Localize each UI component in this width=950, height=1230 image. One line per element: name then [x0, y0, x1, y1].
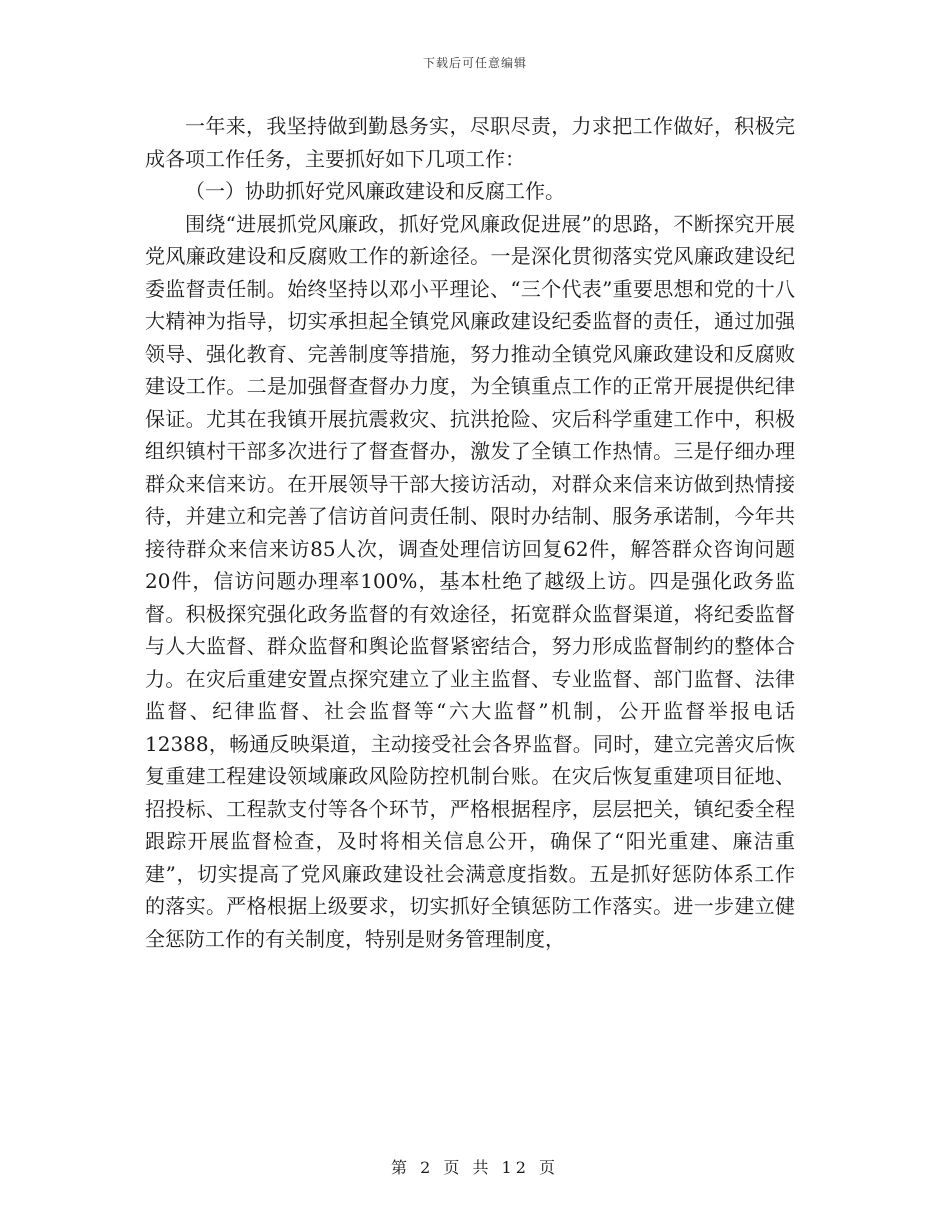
page-header: 下载后可任意编辑	[422, 56, 527, 70]
body-paragraph: 围绕“进展抓党风廉政，抓好党风廉政促进展”的思路，不断探究开展党风廉政建设和反腐败工作的新途径。一是深化贯彻落实党风廉政建设纪委监督责任制。始终坚持以邓小平理论、“三个代表”重要思想和党的十八大精神为指导，切实承担起全镇党风廉政建设纪委监督的责任，通过加强领导、强化教育、完善制度等措施，努力推动全镇党风廉政建设和反腐败建设工作。二是加强督查督办力度，为全镇重点工作的正常开展提供纪律保证。尤其在我镇开展抗震救灾、抗洪抢险、灾后科学重建工作中，积极组织镇村干部多次进行了督查督办，激发了全镇工作热情。三是仔细办理群众来信来访。在开展领导干部大接访活动，对群众来信来访做到热情接待，并建立和完善了信访首问责任制、限时办结制、服务承诺制，今年共接待群众来信来访85人次，调查处理信访回复62件，解答群众咨询问题20件，信访问题办理率100%，基本杜绝了越级上访。四是强化政务监督。积极探究强化政务监督的有效途径，拓宽群众监督渠道，将纪委监督与人大监督、群众监督和舆论监督紧密结合，努力形成监督制约的整体合力。在灾后重建安置点探究建立了业主监督、专业监督、部门监督、法律监督、纪律监督、社会监督等“六大监督”机制，公开监督举报电话12388，畅通反映渠道，主动接受社会各界监督。同时，建立完善灾后恢复重建工程建设领域廉政风险防控机制台账。在灾后恢复重建项目征地、招投标、工程款支付等各个环节，严格根据程序，层层把关，镇纪委全程跟踪开展监督检查，及时将相关信息公开，确保了“阳光重建、廉洁重建”，切实提高了党风廉政建设社会满意度指数。五是抓好惩防体系工作的落实。严格根据上级要求，切实抓好全镇惩防工作落实。进一步建立健全惩防工作的有关制度，特别是财务管理制度，	[145, 211, 795, 951]
page-footer: 第 2 页 共 12 页	[391, 1158, 559, 1177]
intro-paragraph: 一年来，我坚持做到勤恳务实，尽职尽责，力求把工作做好，积极完成各项工作任务，主要抓好如下几项工作：	[145, 114, 795, 171]
document-body	[145, 110, 795, 955]
section-heading: （一）协助抓好党风廉政建设和反腐工作。	[185, 179, 565, 203]
